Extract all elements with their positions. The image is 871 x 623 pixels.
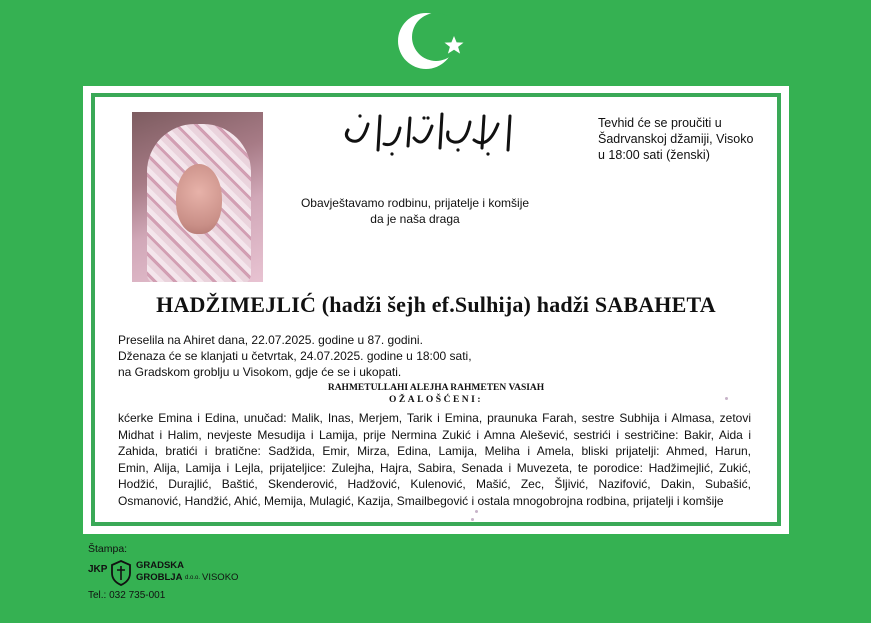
logo-city: VISOKO <box>202 572 239 583</box>
details-line: Preselila na Ahiret dana, 22.07.2025. godine u 87. godini. <box>118 333 423 347</box>
crescent-star-icon <box>398 10 470 72</box>
mourners-line: Hodžić, Durajlić, Baštić, Skenderović, Hadžović, Kulenović, Mašić, Zec, Šljivić, Nazifović, Dakin, Subašić, <box>118 477 751 492</box>
arabic-calligraphy <box>338 110 522 158</box>
details-line: Dženaza će se klanjati u četvrtak, 24.07.2025. godine u 18:00 sati, <box>118 349 472 363</box>
death-notice-card <box>83 86 789 534</box>
mourners-line: Zahida, bratići i bratične: Sadžida, Emir, Mirza, Edina, Lamija, Meliha i Amela, bliski prijatelji: Ahmed, Harun, <box>118 444 751 459</box>
tevhid-line: Tevhid će se proučiti u <box>598 116 722 130</box>
prayer-heading <box>95 382 777 406</box>
mourners-line: kćerke Emina i Edina, unučad: Malik, Inas, Merjem, Tarik i Emina, praunuka Farah, sestre Subhija i Almasa, zetovi <box>118 411 751 425</box>
photo-face <box>176 164 222 234</box>
paper-speck <box>725 397 728 400</box>
paper-speck <box>471 518 474 521</box>
mourners-line: Midhat i Halim, nevjeste Mesudija i Lamija, prije Nermina Zukić i Amna Alešević, sestrići i sestričine: Bakir, Aida i <box>118 427 751 442</box>
printer-phone: Tel.: 032 735-001 <box>88 590 166 601</box>
rahmet-line: RAHMETULLAHI ALEJHA RAHMETEN VASIAH <box>327 383 545 393</box>
logo-doo: d.o.o. <box>185 575 201 581</box>
logo-line2: GROBLJA <box>136 572 183 583</box>
print-label: Štampa: <box>88 543 128 555</box>
logo-jkp: JKP <box>88 564 108 575</box>
calligraphy-icon <box>338 110 522 158</box>
intro-line: da je naša draga <box>370 212 460 226</box>
intro-line: Obavještavamo rodbinu, prijatelje i komšije <box>300 196 530 210</box>
printer-logo <box>88 558 258 588</box>
mourners-heading: OŽALOŠĆENI: <box>388 395 483 405</box>
green-border-frame <box>91 93 781 526</box>
shield-icon <box>110 560 132 586</box>
intro-text <box>255 195 575 227</box>
tevhid-line: Šadrvanskoj džamiji, Visoko <box>598 132 754 146</box>
mourners-list <box>118 410 751 510</box>
tevhid-line: u 18:00 sati (ženski) <box>598 148 710 162</box>
deceased-name: HADŽIMEJLIĆ (hadži šejh ef.Sulhija) hadži SABAHETA <box>156 292 716 317</box>
paper-speck <box>475 510 478 513</box>
details-line: na Gradskom groblju u Visokom, gdje će se i ukopati. <box>118 365 402 379</box>
mourners-line: Osmanović, Handžić, Ahić, Memija, Mulagić, Kazija, Smailbegović i ostala mnogobrojna rodbina, prijatelji i komšije <box>118 493 724 508</box>
mourners-line: Emin, Alija, Lamija i Lejla, prijateljice: Zulejha, Hajra, Sabira, Senada i Muvezeta, te porodice: Hadžimejlić, Zukić, <box>118 460 751 475</box>
funeral-details <box>118 332 578 380</box>
deceased-photo <box>132 112 263 282</box>
tevhid-info <box>598 115 768 163</box>
logo-line1: GRADSKA <box>136 560 185 571</box>
